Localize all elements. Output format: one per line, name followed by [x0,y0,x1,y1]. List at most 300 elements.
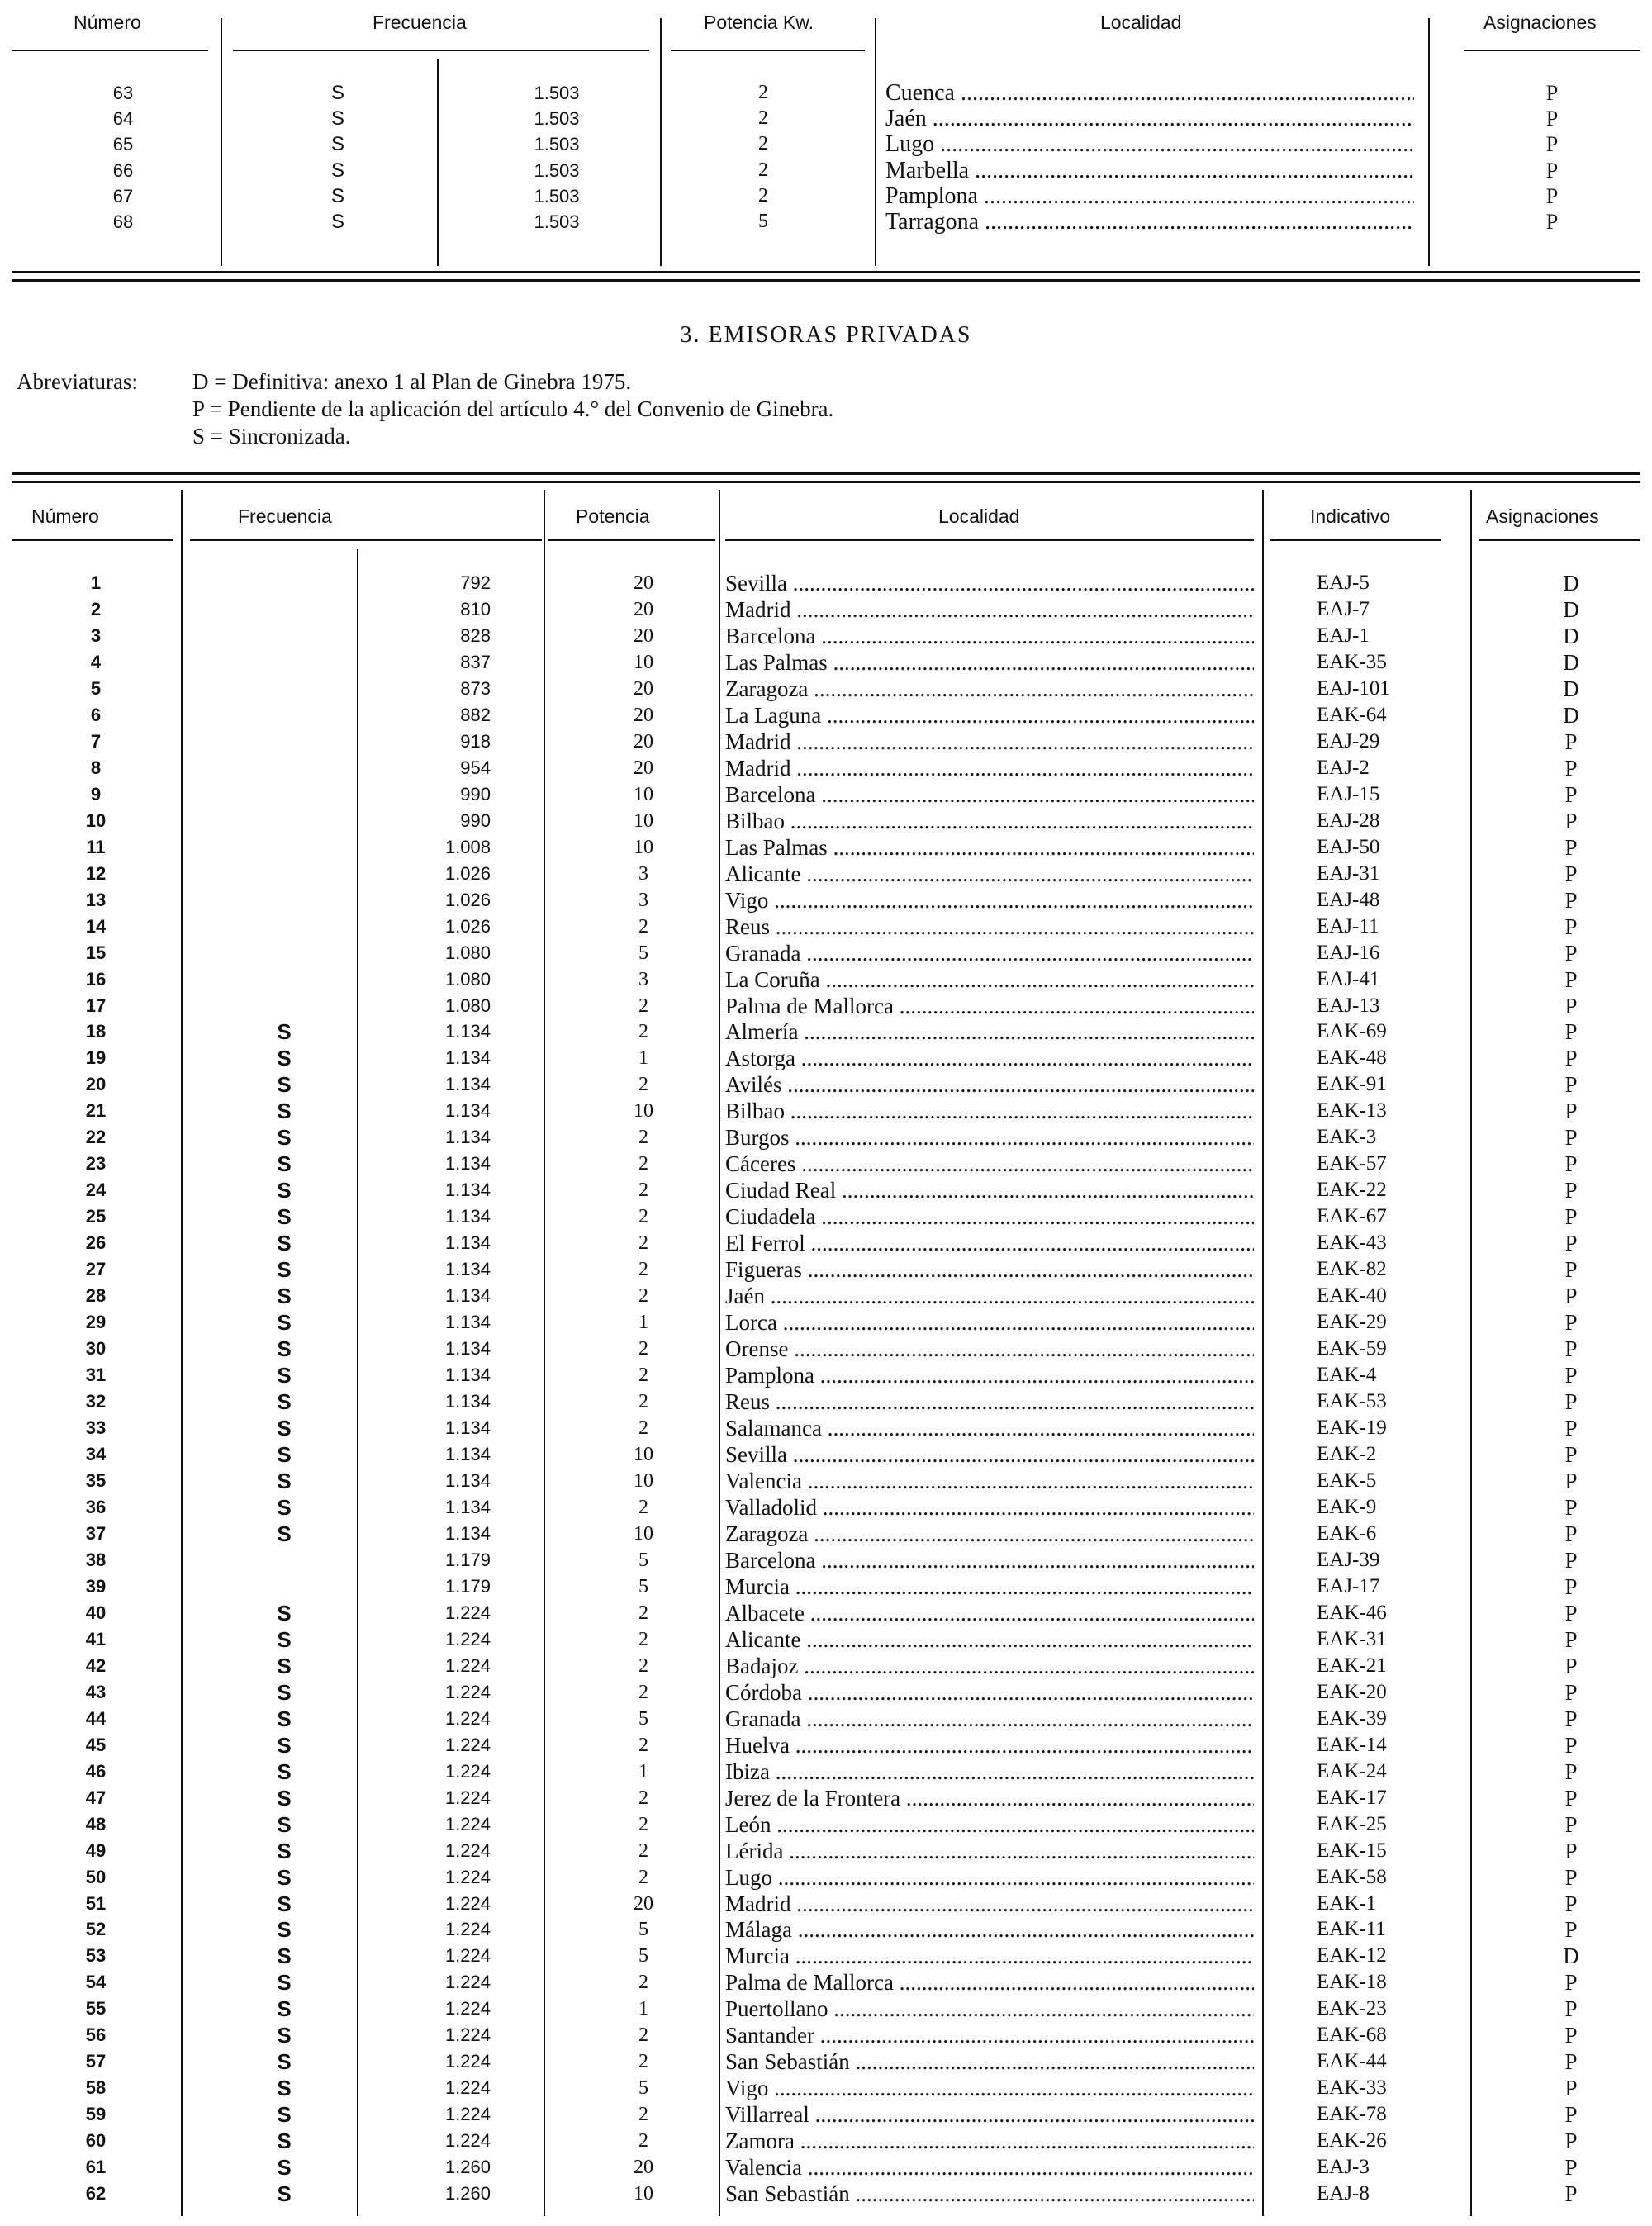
localidad-cell: Zaragoza ..... [725,1521,1254,1547]
asignacion-cell: P [1564,1046,1578,1071]
header-rule [12,50,208,51]
localidad-cell: Barcelona ..... [725,1547,1254,1573]
sincronizada-cell: S [277,1600,292,1626]
asignacion-cell: P [1564,2129,1578,2154]
asignacion-cell: P [1564,1811,1578,1837]
indicativo-cell: EAK-22 [1317,1179,1387,1202]
frecuencia-cell: 1.224 [444,1628,491,1649]
potencia-cell: 2 [638,1813,648,1835]
sincronizada-cell: S [277,1072,292,1098]
asignacion-cell: P [1545,107,1559,131]
potencia-cell: 1 [638,1312,648,1334]
sincronizada-cell: S [277,1284,292,1309]
table-row [12,1230,1640,1256]
sincronizada-cell: S [277,1336,292,1362]
numero-cell: 37 [85,1522,107,1544]
header-asignaciones: Asignaciones [1483,12,1597,33]
potencia-cell: 20 [634,2157,653,2179]
localidad-cell: Granada ..... [725,940,1254,966]
localidad-cell: El Ferrol ..... [725,1230,1254,1256]
frecuencia-cell: 954 [460,757,491,778]
table-row [12,729,1640,755]
numero-cell: 7 [90,730,102,752]
numero-cell: 48 [85,1813,107,1834]
indicativo-cell: EAK-17 [1317,1786,1387,1809]
numero-cell: 21 [85,1100,107,1122]
asignacion-cell: P [1564,1257,1578,1283]
table-row [12,1336,1640,1362]
indicativo-cell: EAK-82 [1317,1258,1387,1281]
header-rule [12,539,173,541]
frecuencia-cell: 1.224 [444,1707,491,1729]
sincronizada-cell: S [277,1864,292,1890]
sincronizada-cell: S [277,1785,292,1811]
numero-cell: 11 [86,836,106,857]
asignacion-cell: P [1564,2102,1578,2128]
localidad-cell: Almería ..... [725,1018,1254,1045]
potencia-cell: 10 [634,1100,653,1122]
localidad-cell: Cuenca ..... [885,80,1414,106]
numero-cell: 25 [85,1206,107,1227]
sincronizada-cell: S [277,2102,292,2128]
section-title: 3. EMISORAS PRIVADAS [680,322,972,348]
asignacion-cell: P [1564,1442,1578,1467]
numero-cell: 12 [85,862,107,884]
asignacion-cell: P [1564,1204,1578,1230]
frecuencia-cell: 1.080 [444,994,491,1016]
potencia-cell: 2 [638,2104,648,2126]
table-row [12,1362,1640,1388]
indicativo-cell: EAK-40 [1317,1284,1387,1308]
frecuencia-cell: 1.134 [444,1206,491,1227]
indicativo-cell: EAJ-39 [1317,1548,1380,1571]
header-rule [548,539,715,541]
indicativo-cell: EAJ-3 [1317,2156,1370,2179]
frecuencia-cell: 1.503 [534,159,580,181]
header-rule [725,539,1254,541]
table-row [12,1547,1640,1573]
frecuencia-cell: 1.134 [444,1522,491,1544]
localidad-cell: Palma de Mallorca ..... [725,1969,1254,1996]
potencia-cell: 20 [634,757,653,779]
asignacion-cell: P [1564,1072,1578,1098]
sincronizada-cell: S [277,2155,292,2181]
localidad-cell: Orense ..... [725,1336,1254,1362]
sincronizada-cell: S [277,2023,292,2048]
localidad-cell: Badajoz ..... [725,1653,1254,1679]
numero-cell: 55 [85,1998,107,2020]
potencia-cell: 10 [634,651,653,673]
localidad-cell: Santander ..... [725,2022,1254,2048]
localidad-cell: Vigo ..... [725,887,1254,914]
sincronizada-cell: S [277,1468,292,1493]
asignacion-cell: P [1564,1336,1578,1362]
table-row [12,1996,1640,2022]
asignacion-cell: P [1564,1099,1578,1124]
frecuencia-cell: 1.026 [444,862,491,884]
potencia-cell: 2 [638,1972,648,1994]
indicativo-cell: EAK-20 [1317,1680,1387,1703]
localidad-cell: Ciudad Real ..... [725,1177,1254,1203]
sincronizada-cell: S [277,2049,292,2075]
sincronizada-cell: S [277,1099,292,1124]
sincronizada-cell: S [277,1758,292,1784]
header-rule [1464,50,1640,51]
frecuencia-cell: 1.224 [444,1839,491,1861]
asignacion-cell: P [1564,914,1578,939]
numero-cell: 66 [112,159,134,181]
asignacion-cell: P [1564,1970,1578,1996]
sincronizada-cell: S [277,1653,292,1678]
frecuencia-cell: 1.134 [444,1259,491,1280]
indicativo-cell: EAK-23 [1317,1997,1387,2020]
table-row [12,1494,1640,1521]
table-row [12,158,1640,183]
table-emisoras-privadas [12,467,1640,2222]
potencia-cell: 5 [638,942,648,964]
table-row [12,2022,1640,2048]
sincronizada-cell: S [277,2129,292,2154]
asignacion-cell: P [1545,158,1559,183]
localidad-cell: Murcia ..... [725,1943,1254,1969]
indicativo-cell: EAK-57 [1317,1152,1387,1175]
localidad-cell: Las Palmas ..... [725,649,1254,676]
indicativo-cell: EAK-18 [1317,1971,1387,1994]
localidad-cell: Bilbao ..... [725,808,1254,834]
numero-cell: 4 [90,651,102,672]
frecuencia-cell: 1.260 [444,2157,491,2178]
frecuencia-cell: 1.134 [444,1179,491,1201]
abbreviation-definitiva: D = Definitiva: anexo 1 al Plan de Ginebra 1975. [192,369,632,394]
asignacion-cell: P [1564,1363,1578,1388]
sincronizada-cell: S [277,1494,292,1520]
numero-cell: 36 [85,1496,107,1517]
indicativo-cell: EAK-25 [1317,1812,1387,1835]
table-row [12,2128,1640,2154]
table-row [12,993,1640,1019]
indicativo-cell: EAK-4 [1317,1364,1377,1387]
table-row [12,1203,1640,1230]
potencia-cell: 2 [638,1338,648,1360]
asignacion-cell: P [1564,1653,1578,1678]
header-asignaciones: Asignaciones [1486,505,1599,527]
numero-cell: 13 [85,889,107,910]
numero-cell: 3 [90,624,102,646]
numero-cell: 51 [85,1892,107,1914]
numero-cell: 46 [85,1760,107,1782]
table-row [12,1864,1640,1891]
sincronizada-cell: S [277,1204,292,1230]
asignacion-cell: P [1564,2076,1578,2101]
asignacion-cell: P [1564,1626,1578,1652]
sincronizada-cell: S [277,2181,292,2207]
table-row [12,1124,1640,1151]
numero-cell: 20 [85,1074,107,1095]
sincronizada-cell: S [277,1521,292,1546]
header-potencia: Potencia Kw. [704,12,814,33]
potencia-cell: 20 [634,624,653,647]
double-rule [12,271,1640,273]
header-localidad: Localidad [938,505,1020,527]
localidad-cell: Madrid ..... [725,1891,1254,1917]
frecuencia-cell: 1.134 [444,1232,491,1254]
table-row [12,1045,1640,1071]
sincronizada-cell: S [277,1178,292,1203]
table-row [12,2181,1640,2207]
frecuencia-cell: 1.260 [444,2183,491,2205]
numero-cell: 50 [85,1866,107,1887]
sincronizada-cell: S [277,1389,292,1415]
potencia-cell: 2 [638,1259,648,1281]
localidad-cell: Reus ..... [725,1388,1254,1415]
frecuencia-cell: 1.224 [444,1654,491,1676]
asignacion-cell: P [1545,81,1559,105]
table-row [12,1679,1640,1706]
indicativo-cell: EAJ-8 [1317,2182,1370,2205]
table-row [12,755,1640,781]
localidad-cell: San Sebastián ..... [725,2181,1254,2207]
frecuencia-cell: 1.134 [444,1285,491,1307]
indicativo-cell: EAK-9 [1317,1495,1377,1518]
potencia-cell: 2 [638,1391,648,1413]
indicativo-cell: EAJ-5 [1317,572,1370,594]
frecuencia-cell: 1.224 [444,1760,491,1782]
potencia-cell: 1 [638,1760,648,1782]
sincronizada-cell: S [330,82,344,104]
localidad-cell: Ciudadela ..... [725,1203,1254,1230]
asignacion-cell: P [1564,1151,1578,1177]
potencia-cell: 20 [634,1892,653,1915]
frecuencia-cell: 1.224 [444,1813,491,1834]
indicativo-cell: EAJ-48 [1317,888,1380,911]
frecuencia-cell: 1.134 [444,1100,491,1122]
potencia-cell: 2 [638,1866,648,1888]
localidad-cell: Madrid ..... [725,729,1254,755]
asignacion-cell: P [1564,1573,1578,1599]
frecuencia-cell: 828 [460,624,491,646]
header-indicativo: Indicativo [1310,505,1391,527]
indicativo-cell: EAJ-13 [1317,994,1380,1017]
numero-cell: 26 [85,1232,107,1254]
potencia-cell: 2 [638,1839,648,1862]
numero-cell: 35 [85,1469,107,1491]
frecuencia-cell: 1.179 [444,1549,491,1570]
numero-cell: 53 [85,1945,107,1967]
asignacion-cell: P [1564,861,1578,886]
asignacion-cell: D [1563,571,1579,596]
potencia-cell: 2 [638,1232,648,1255]
localidad-cell: Cáceres ..... [725,1151,1254,1177]
sincronizada-cell: S [277,1732,292,1758]
sincronizada-cell: S [277,1231,292,1256]
localidad-cell: Lugo ..... [885,131,1414,157]
indicativo-cell: EAK-64 [1317,703,1387,726]
potencia-cell: 2 [638,1602,648,1624]
numero-cell: 63 [112,83,134,103]
localidad-cell: Villarreal ..... [725,2101,1254,2128]
asignacion-cell: P [1564,1284,1578,1309]
potencia-cell: 2 [638,1179,648,1202]
asignacion-cell: P [1564,1178,1578,1203]
asignacion-cell: P [1564,1732,1578,1758]
potencia-cell: 3 [638,862,648,885]
abbreviation-sincronizada: S = Sincronizada. [192,424,351,449]
potencia-cell: 2 [638,2024,648,2047]
localidad-cell: Reus ..... [725,914,1254,940]
localidad-cell: Huelva ..... [725,1732,1254,1758]
asignacion-cell: P [1564,993,1578,1018]
asignacion-cell: P [1564,1389,1578,1415]
table-row [12,2075,1640,2101]
potencia-cell: 5 [638,1575,648,1597]
indicativo-cell: EAK-67 [1317,1205,1387,1228]
frecuencia-cell: 1.224 [444,2051,491,2072]
indicativo-cell: EAK-12 [1317,1944,1387,1967]
asignacion-cell: D [1563,623,1579,648]
indicativo-cell: EAK-11 [1317,1918,1386,1941]
potencia-cell: 20 [634,730,653,752]
localidad-cell: Sevilla ..... [725,1441,1254,1468]
frecuencia-cell: 918 [460,730,491,752]
potencia-cell: 2 [638,1681,648,1703]
potencia-cell: 2 [638,915,648,937]
sincronizada-cell: S [277,1363,292,1388]
table-row [12,649,1640,676]
indicativo-cell: EAJ-15 [1317,782,1380,805]
table-row [12,887,1640,914]
asignacion-cell: P [1564,755,1578,781]
sincronizada-cell: S [330,159,344,182]
localidad-cell: Lérida ..... [725,1838,1254,1864]
numero-cell: 49 [85,1839,107,1861]
asignacion-cell: P [1564,1679,1578,1705]
potencia-cell: 2 [638,1074,648,1096]
asignacion-cell: P [1564,2049,1578,2075]
sincronizada-cell: S [277,1838,292,1863]
potencia-cell: 2 [638,1628,648,1650]
potencia-cell: 10 [634,1522,653,1545]
frecuencia-cell: 1.224 [444,2024,491,2046]
potencia-cell: 10 [634,809,653,832]
table-row [12,1018,1640,1045]
numero-cell: 18 [85,1021,107,1042]
localidad-cell: Bilbao ..... [725,1098,1254,1124]
asignacion-cell: P [1564,1416,1578,1441]
potencia-cell: 1 [638,1047,648,1070]
localidad-cell: Palma de Mallorca ..... [725,993,1254,1019]
potencia-cell: 2 [638,1496,648,1518]
potencia-cell: 2 [638,1654,648,1677]
frecuencia-cell: 1.224 [444,1734,491,1755]
frecuencia-cell: 1.134 [444,1021,491,1042]
localidad-cell: Valencia ..... [725,2154,1254,2181]
numero-cell: 22 [85,1127,107,1148]
asignacion-cell: P [1564,1494,1578,1520]
table-row [12,1256,1640,1283]
indicativo-cell: EAK-2 [1317,1443,1377,1465]
asignacion-cell: P [1564,1125,1578,1151]
indicativo-cell: EAK-24 [1317,1759,1387,1782]
indicativo-cell: EAK-46 [1317,1601,1387,1624]
numero-cell: 38 [85,1549,107,1570]
header-rule [190,539,542,541]
asignacion-cell: P [1564,834,1578,860]
frecuencia-cell: 1.134 [444,1074,491,1095]
sincronizada-cell: S [277,1917,292,1943]
header-numero: Número [31,505,99,527]
table-row [12,596,1640,623]
indicativo-cell: EAK-58 [1317,1865,1387,1888]
frecuencia-cell: 1.503 [534,134,580,155]
indicativo-cell: EAJ-28 [1317,809,1380,832]
numero-cell: 2 [90,598,102,619]
numero-cell: 33 [85,1417,107,1439]
asignacion-cell: P [1564,781,1578,807]
sincronizada-cell: S [330,184,344,207]
potencia-cell: 5 [638,1945,648,1967]
potencia-cell: 2 [638,1734,648,1756]
asignacion-cell: D [1563,702,1579,728]
indicativo-cell: EAJ-101 [1317,676,1390,700]
table-row [12,940,1640,966]
asignacion-cell: D [1563,649,1579,675]
frecuencia-cell: 1.134 [444,1417,491,1439]
frecuencia-cell: 882 [460,704,491,725]
table-row [12,1969,1640,1996]
table-row [12,1415,1640,1441]
numero-cell: 6 [90,704,102,725]
sincronizada-cell: S [277,2076,292,2101]
table-row [12,1653,1640,1679]
sincronizada-cell: S [277,1416,292,1441]
indicativo-cell: EAK-91 [1317,1073,1387,1096]
frecuencia-cell: 1.503 [534,211,580,232]
frecuencia-cell: 1.080 [444,968,491,990]
localidad-cell: Pamplona ..... [885,183,1414,209]
asignacion-cell: P [1545,210,1559,234]
frecuencia-cell: 792 [460,572,491,593]
localidad-cell: Valencia ..... [725,1468,1254,1494]
potencia-cell: 5 [638,1549,648,1571]
asignacion-cell: P [1564,1468,1578,1493]
numero-cell: 8 [90,757,102,778]
numero-cell: 19 [85,1047,107,1069]
localidad-cell: Astorga ..... [725,1045,1254,1071]
asignacion-cell: P [1564,1019,1578,1045]
table-row [12,1706,1640,1732]
frecuencia-cell: 873 [460,677,491,699]
numero-cell: 41 [85,1628,107,1649]
asignacion-cell: P [1564,1917,1578,1943]
asignacion-cell: P [1564,808,1578,833]
sincronizada-cell: S [277,1019,292,1045]
table-row [12,834,1640,861]
table-row [12,183,1640,209]
localidad-cell: Valladolid ..... [725,1494,1254,1521]
frecuencia-cell: 837 [460,651,491,672]
potencia-cell: 2 [638,2130,648,2152]
indicativo-cell: EAK-69 [1317,1020,1387,1043]
frecuencia-cell: 1.224 [444,1972,491,1993]
table-row [12,702,1640,729]
localidad-cell: Jerez de la Frontera ..... [725,1785,1254,1811]
asignacion-cell: P [1545,183,1559,208]
indicativo-cell: EAJ-29 [1317,729,1380,752]
numero-cell: 45 [85,1734,107,1755]
table-row [12,80,1640,106]
numero-cell: 34 [85,1444,107,1464]
asignacion-cell: P [1564,940,1578,966]
